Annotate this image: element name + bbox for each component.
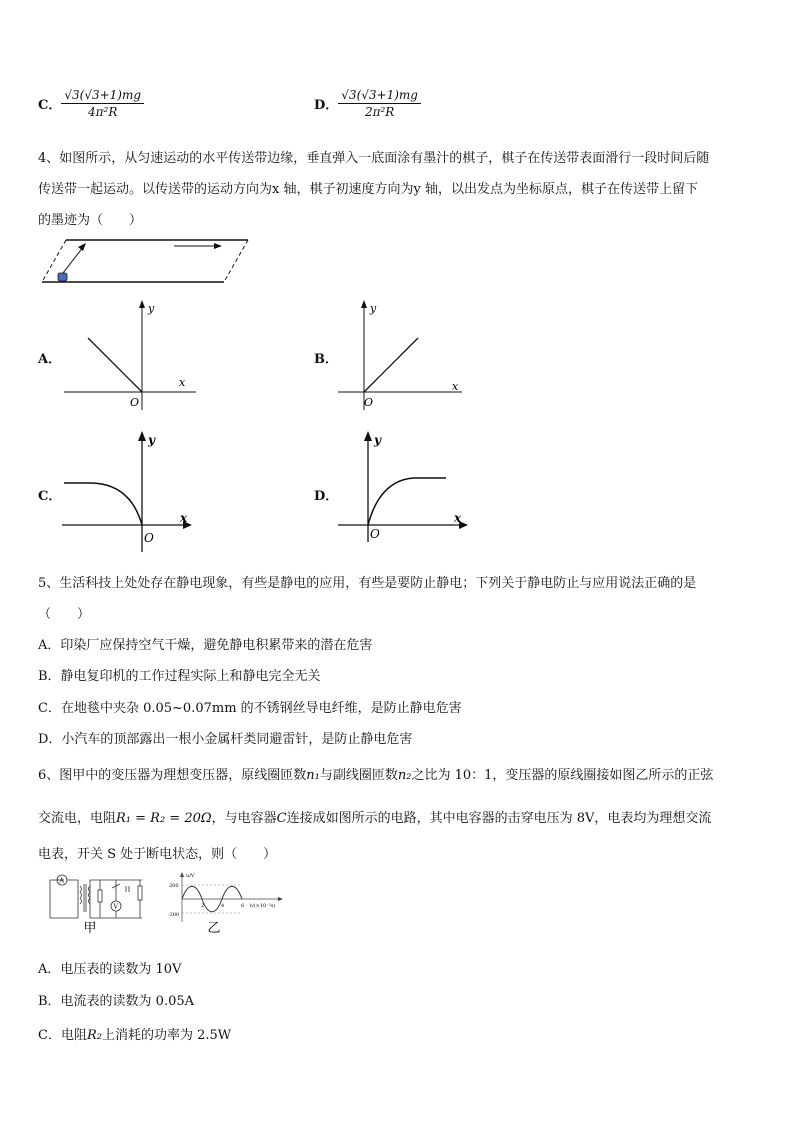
q6-stem-line1: 6、图甲中的变压器为理想变压器，原线圈匝数n₁与副线圈匝数n₂之比为 10：1，变压器的原线圈接如图乙所示的正弦	[38, 768, 714, 783]
q5-option-d: D．小汽车的顶部露出一根小金属杆类同避雷针，是防止静电危害	[38, 732, 413, 747]
y-min-label: -200	[168, 912, 180, 918]
q5-option-a: A．印染厂应保持空气干燥，避免静电积累带来的潜在危害	[38, 638, 373, 653]
chess-velocity-arrow	[63, 246, 84, 273]
q4-option-b-graph	[334, 296, 474, 412]
x-axis-label: x	[179, 376, 186, 389]
q6-option-b: B．电流表的读数为 0.05A	[38, 994, 195, 1009]
y-axis-label: y	[374, 433, 381, 447]
x-axis-label: x	[452, 380, 459, 393]
origin-label: O	[370, 527, 380, 541]
q6-option-c: C．电阻R₂上消耗的功率为 2.5W	[38, 1028, 232, 1043]
option-label: C．	[38, 98, 62, 113]
t-unit-label: t/(×10⁻²s)	[250, 903, 276, 909]
q3-option-d	[314, 88, 421, 119]
transformer-circuit-figure	[42, 870, 154, 934]
q4-stem-line1: 4、如图所示，从匀速运动的水平传送带边缘，垂直弹入一底面涂有墨汁的棋子，棋子在传送带表面滑行一段时间后随	[38, 151, 710, 166]
q6-stem-line2: 交流电，电阻R₁ = R₂ = 20Ω，与电容器C连接成如图所示的电路，其中电容器的击穿电压为 8V，电表均为理想交流	[38, 811, 712, 826]
q6-option-a: A．电压表的读数为 10V	[38, 962, 182, 977]
origin-label: O	[130, 396, 140, 409]
t-tick-6: 6	[241, 903, 245, 909]
fraction	[338, 88, 421, 119]
svg-text:A: A	[59, 877, 64, 885]
y-axis-label: y	[370, 302, 377, 315]
svg-text:V: V	[113, 903, 118, 911]
x-axis-label: x	[180, 511, 188, 525]
q4-stem-line2: 传送带一起运动。以传送带的运动方向为x 轴，棋子初速度方向为y 轴，以出发点为坐标原点，棋子在传送带上留下	[38, 182, 698, 197]
conveyor-belt-figure	[40, 236, 252, 288]
q5-stem-line1: 5、生活科技上处处存在静电现象，有些是静电的应用，有些是要防止静电；下列关于静电防止与应用说法正确的是	[38, 576, 697, 591]
x-axis-label: x	[454, 511, 462, 525]
primary-coil-icon	[80, 886, 82, 904]
q4-stem-line3: 的墨迹为（ ）	[38, 213, 143, 228]
figure-jia-label: 甲	[83, 921, 97, 934]
n1-symbol: n₁	[306, 768, 320, 783]
q4-option-d-graph	[334, 428, 474, 554]
belt-right-edge	[224, 240, 248, 282]
q5-option-c: C．在地毯中夹杂 0.05~0.07mm 的不锈钢丝导电纤维，是防止静电危害	[38, 701, 462, 716]
denominator: 2π²R	[364, 105, 395, 119]
q5-option-b: B．静电复印机的工作过程实际上和静电完全无关	[38, 669, 321, 684]
y-max-label: 200	[169, 883, 179, 889]
figure-yi-label: 乙	[207, 921, 221, 934]
q6-stem-line3: 电表，开关 S 处于断电状态，则（ ）	[38, 847, 277, 862]
y-axis-label: y	[148, 433, 155, 447]
q3-option-c	[38, 88, 144, 119]
y-axis-label: y	[148, 302, 155, 315]
resistor-r1-icon	[98, 890, 102, 902]
q4-option-a-graph	[60, 296, 200, 412]
chess-piece	[58, 273, 67, 281]
q4-option-c-graph	[60, 428, 200, 554]
n2-symbol: n₂	[397, 768, 412, 783]
numerator: √3(√3+1)mg	[61, 88, 144, 104]
sine-wave-figure	[168, 870, 286, 934]
q4-option-a-label: A．	[38, 352, 62, 367]
origin-label: O	[364, 396, 374, 409]
q5-stem-line2: （ ）	[38, 607, 91, 622]
fraction	[61, 88, 144, 119]
origin-label: O	[144, 531, 154, 545]
q4-option-c-label: C．	[38, 489, 62, 504]
resistor-r2-icon	[138, 886, 142, 900]
capacitor-symbol: C	[276, 811, 287, 826]
q4-option-b-label: B．	[314, 352, 338, 367]
q4-option-d-label: D．	[314, 489, 339, 504]
r2-symbol: R₂	[86, 1028, 102, 1043]
t-tick-2: 2	[201, 903, 205, 909]
u-unit-label: u/V	[186, 873, 195, 879]
option-label: D．	[314, 98, 339, 113]
resistance-equation: R₁ = R₂ = 20Ω	[116, 811, 212, 826]
numerator: √3(√3+1)mg	[338, 88, 421, 104]
denominator: 4π²R	[88, 105, 118, 119]
t-tick-4: 4	[221, 903, 225, 909]
